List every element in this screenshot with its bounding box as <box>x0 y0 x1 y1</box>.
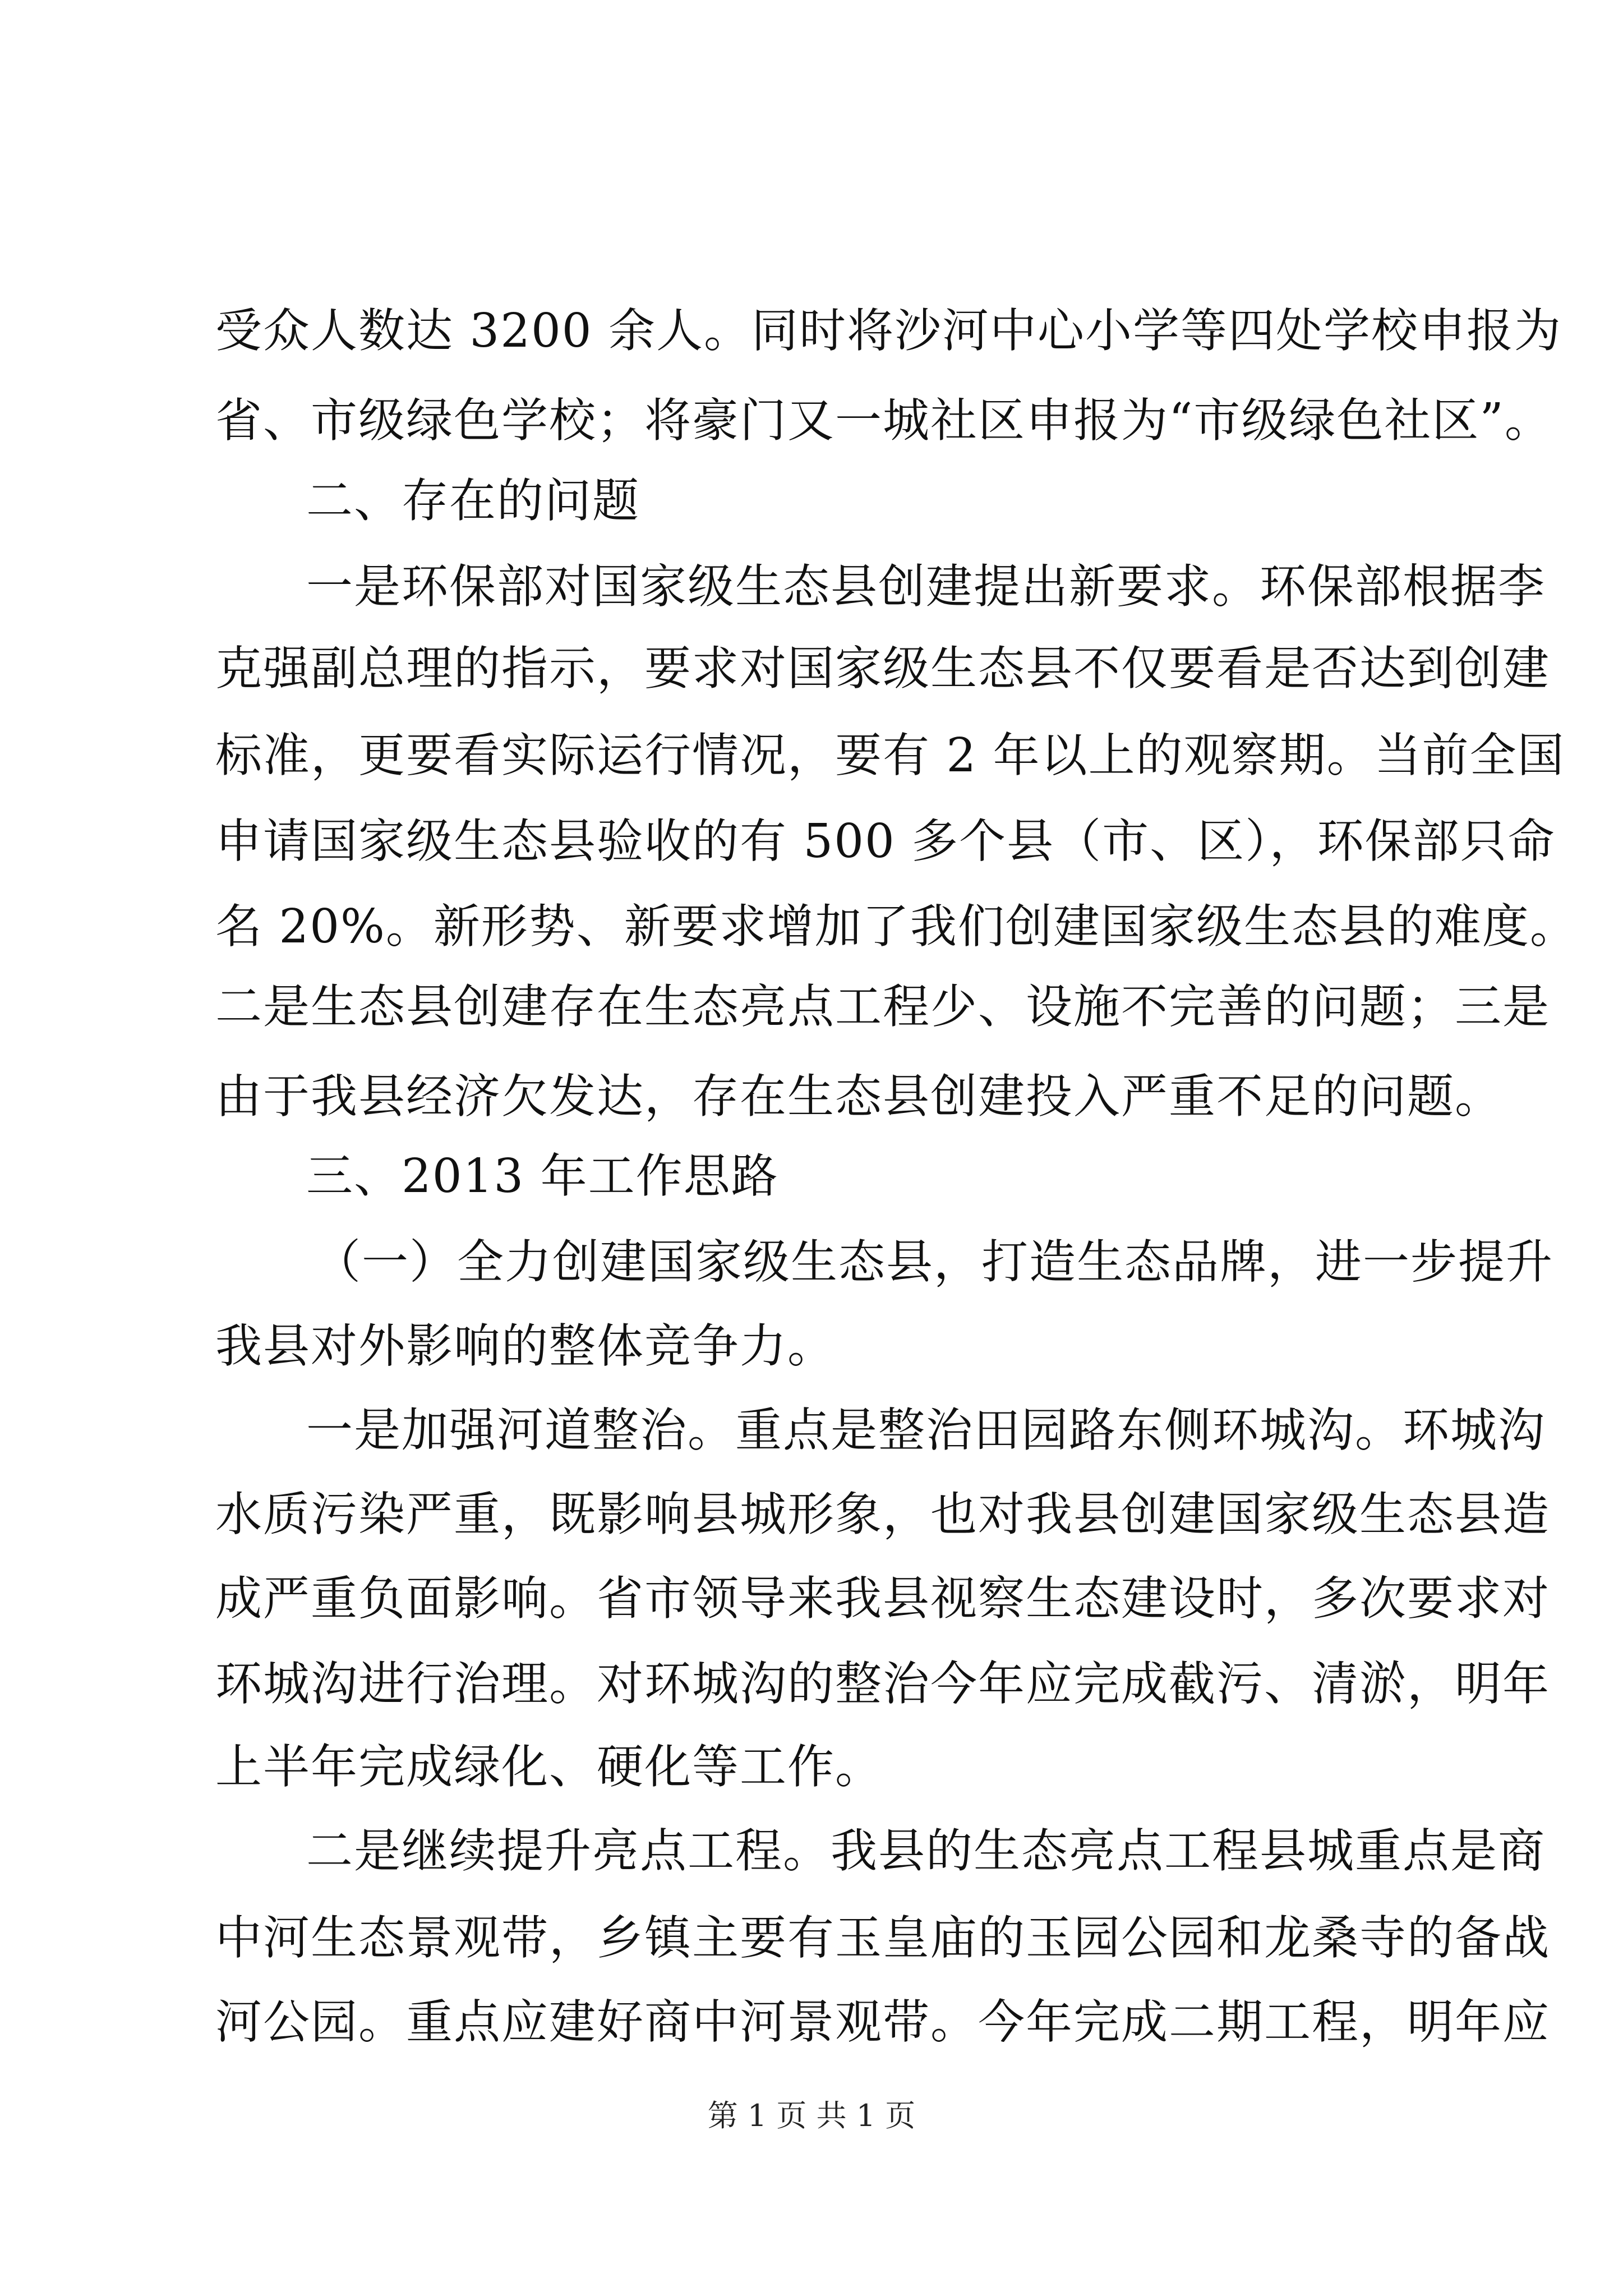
paragraph-line: 标准，更要看实际运行情况，要有 2 年以上的观察期。当前全国 <box>215 728 1565 783</box>
subsection-heading: （一）全力创建国家级生态县，打造生态品牌，进一步提升 <box>314 1235 1553 1289</box>
paragraph-line: 一是加强河道整治。重点是整治田园路东侧环城沟。环城沟 <box>306 1403 1546 1457</box>
page-footer: 第 1 页 共 1 页 <box>707 2098 916 2133</box>
paragraph-line: 河公园。重点应建好商中河景观带。今年完成二期工程，明年应 <box>215 1995 1550 2049</box>
paragraph-line: 省、市级绿色学校；将豪门又一城社区申报为“市级绿色社区”。 <box>215 393 1552 448</box>
paragraph-line: 我县对外影响的整体竞争力。 <box>215 1319 835 1373</box>
section-heading: 三、2013 年工作思路 <box>306 1149 779 1203</box>
paragraph-line: 二是继续提升亮点工程。我县的生态亮点工程县城重点是商 <box>306 1824 1546 1878</box>
paragraph-line: 由于我县经济欠发达，存在生态县创建投入严重不足的问题。 <box>215 1069 1502 1124</box>
paragraph-line: 克强副总理的指示，要求对国家级生态县不仅要看是否达到创建 <box>215 641 1550 696</box>
paragraph-line: 一是环保部对国家级生态县创建提出新要求。环保部根据李 <box>306 559 1546 614</box>
paragraph-line: 上半年完成绿化、硬化等工作。 <box>215 1740 883 1794</box>
paragraph-line: 名 20%。新形势、新要求增加了我们创建国家级生态县的难度。 <box>215 899 1578 954</box>
paragraph-line: 受众人数达 3200 余人。同时将沙河中心小学等四处学校申报为 <box>215 303 1562 358</box>
paragraph-line: 二是生态县创建存在生态亮点工程少、设施不完善的问题；三是 <box>215 979 1550 1034</box>
paragraph-line: 环城沟进行治理。对环城沟的整治今年应完成截污、清淤，明年 <box>215 1657 1550 1711</box>
paragraph-line: 水质污染严重，既影响县城形象，也对我县创建国家级生态县造 <box>215 1487 1550 1542</box>
paragraph-line: 中河生态景观带，乡镇主要有玉皇庙的玉园公园和龙桑寺的备战 <box>215 1911 1550 1965</box>
paragraph-line: 申请国家级生态县验收的有 500 多个县（市、区），环保部只命 <box>215 814 1556 868</box>
paragraph-line: 成严重负面影响。省市领导来我县视察生态建设时，多次要求对 <box>215 1571 1550 1626</box>
section-heading: 二、存在的问题 <box>306 473 640 528</box>
